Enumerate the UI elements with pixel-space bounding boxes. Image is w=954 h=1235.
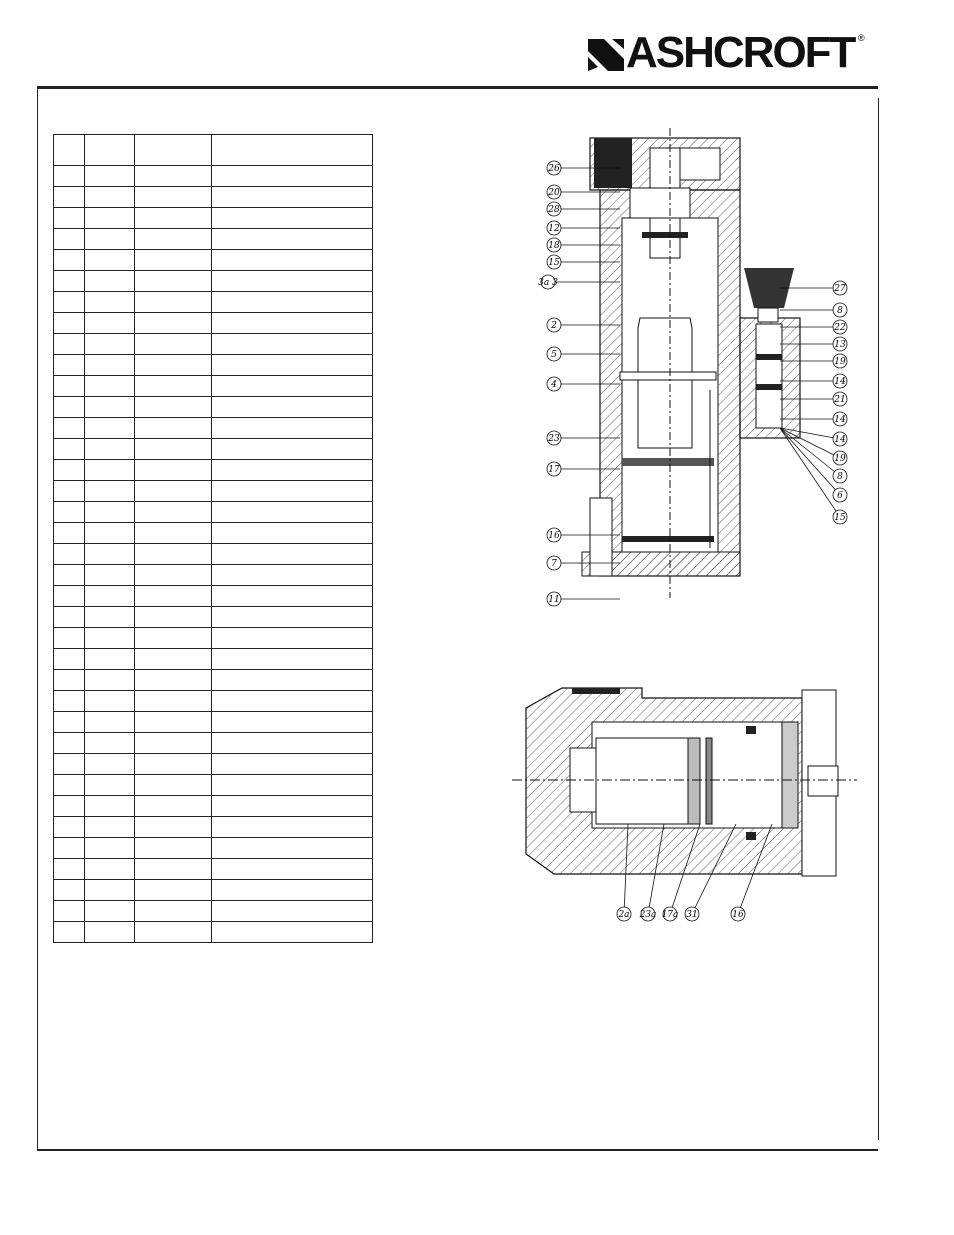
table-row: [54, 355, 373, 376]
table-cell: [135, 187, 212, 208]
table-row: [54, 565, 373, 586]
table-row: [54, 817, 373, 838]
table-cell: [212, 292, 373, 313]
callout-label: 7: [551, 559, 557, 569]
table-cell: [85, 271, 135, 292]
table-cell: [54, 271, 85, 292]
table-cell: [135, 418, 212, 439]
table-row: [54, 166, 373, 187]
table-cell: [135, 775, 212, 796]
table-cell: [85, 649, 135, 670]
table-cell: [135, 733, 212, 754]
table-cell: [54, 439, 85, 460]
table-cell: [212, 922, 373, 943]
table-row: [54, 712, 373, 733]
table-cell: [135, 355, 212, 376]
table-cell: [135, 838, 212, 859]
table-cell: [54, 670, 85, 691]
table-row: [54, 208, 373, 229]
table-row: [54, 838, 373, 859]
table-row: [54, 922, 373, 943]
table-cell: [85, 859, 135, 880]
callout-label: 5: [551, 350, 557, 360]
callout-label: 3a 3: [538, 278, 558, 288]
table-cell: [54, 166, 85, 187]
frame-left-border: [37, 89, 38, 1149]
table-cell: [54, 649, 85, 670]
callout-leader-line: [780, 428, 840, 476]
table-cell: [54, 733, 85, 754]
table-cell: [212, 649, 373, 670]
table-cell: [135, 292, 212, 313]
table-row: [54, 523, 373, 544]
table-cell: [212, 481, 373, 502]
table-cell: [54, 334, 85, 355]
callout-label: 27: [834, 284, 846, 294]
brand-name: ASHCROFT: [626, 28, 855, 77]
table-cell: [54, 565, 85, 586]
table-row: [54, 628, 373, 649]
table-row: [54, 586, 373, 607]
table-cell: [54, 313, 85, 334]
table-cell: [212, 397, 373, 418]
callout-label: 21: [834, 395, 846, 405]
table-cell: [85, 544, 135, 565]
table-row: [54, 271, 373, 292]
callout-label: 18: [548, 241, 560, 251]
table-cell: [135, 565, 212, 586]
table-cell: [212, 502, 373, 523]
table-cell: [212, 208, 373, 229]
table-cell: [85, 135, 135, 166]
table-cell: [54, 250, 85, 271]
table-cell: [85, 922, 135, 943]
callout-label: 19: [834, 357, 846, 367]
callout-leader-line: [780, 428, 840, 458]
table-cell: [85, 187, 135, 208]
table-cell: [135, 586, 212, 607]
table-cell: [212, 544, 373, 565]
table-cell: [54, 208, 85, 229]
table-cell: [212, 901, 373, 922]
callout-label: 6: [837, 491, 843, 501]
table-row: [54, 439, 373, 460]
table-row: [54, 376, 373, 397]
table-cell: [85, 880, 135, 901]
table-cell: [85, 670, 135, 691]
table-cell: [54, 397, 85, 418]
table-cell: [85, 523, 135, 544]
table-cell: [135, 817, 212, 838]
table-cell: [135, 460, 212, 481]
table-cell: [85, 166, 135, 187]
table-cell: [85, 208, 135, 229]
table-cell: [54, 796, 85, 817]
table-cell: [85, 733, 135, 754]
table-cell: [212, 313, 373, 334]
table-cell: [135, 859, 212, 880]
table-cell: [54, 775, 85, 796]
frame-right-border: [878, 98, 879, 1140]
table-cell: [54, 859, 85, 880]
callout-label: 23: [548, 434, 560, 444]
table-cell: [212, 166, 373, 187]
table-cell: [212, 796, 373, 817]
table-cell: [54, 901, 85, 922]
table-row: [54, 187, 373, 208]
table-cell: [212, 733, 373, 754]
registered-mark: ®: [858, 33, 865, 43]
table-cell: [85, 586, 135, 607]
table-cell: [54, 607, 85, 628]
callout-label: 19: [834, 454, 846, 464]
callout-label: 17a: [661, 910, 679, 920]
table-cell: [212, 712, 373, 733]
table-cell: [85, 502, 135, 523]
table-row: [54, 859, 373, 880]
table-cell: [85, 292, 135, 313]
table-row: [54, 607, 373, 628]
table-row: [54, 334, 373, 355]
table-cell: [212, 565, 373, 586]
table-cell: [135, 229, 212, 250]
table-row: [54, 880, 373, 901]
table-cell: [135, 502, 212, 523]
table-cell: [54, 418, 85, 439]
table-cell: [54, 817, 85, 838]
table-row: [54, 313, 373, 334]
table-cell: [54, 628, 85, 649]
table-row: [54, 691, 373, 712]
table-cell: [54, 586, 85, 607]
table-cell: [85, 817, 135, 838]
table-cell: [212, 775, 373, 796]
callout-leader-line: [780, 428, 840, 517]
callout-leader-line: [780, 428, 840, 495]
table-cell: [85, 229, 135, 250]
table-row: [54, 670, 373, 691]
callout-label: 2a: [618, 910, 630, 920]
table-row: [54, 649, 373, 670]
table-cell: [135, 628, 212, 649]
table-cell: [85, 313, 135, 334]
table-cell: [85, 250, 135, 271]
callout-label: 15: [548, 258, 560, 268]
table-row: [54, 901, 373, 922]
table-cell: [135, 166, 212, 187]
callout-label: 12: [548, 224, 560, 234]
callout-label: 8: [837, 472, 843, 482]
table-cell: [212, 334, 373, 355]
table-cell: [54, 502, 85, 523]
callout-label: 17: [548, 465, 560, 475]
table-cell: [135, 922, 212, 943]
table-cell: [212, 880, 373, 901]
table-cell: [135, 796, 212, 817]
table-row: [54, 397, 373, 418]
ashcroft-logo-mark-icon: [586, 33, 626, 75]
table-cell: [212, 817, 373, 838]
callout-label: 22: [834, 323, 846, 333]
table-cell: [135, 481, 212, 502]
table-cell: [54, 922, 85, 943]
table-cell: [135, 313, 212, 334]
callout-label: 20: [548, 188, 560, 198]
callout-label: 4: [551, 380, 557, 390]
table-cell: [85, 796, 135, 817]
table-cell: [135, 523, 212, 544]
table-cell: [212, 670, 373, 691]
table-row: [54, 292, 373, 313]
table-cell: [85, 754, 135, 775]
table-cell: [212, 229, 373, 250]
table-cell: [135, 135, 212, 166]
table-cell: [135, 649, 212, 670]
table-cell: [54, 376, 85, 397]
table-cell: [135, 397, 212, 418]
table-cell: [135, 271, 212, 292]
table-cell: [54, 292, 85, 313]
table-row: [54, 544, 373, 565]
table-cell: [135, 439, 212, 460]
table-cell: [212, 586, 373, 607]
table-cell: [212, 187, 373, 208]
table-cell: [212, 250, 373, 271]
ashcroft-logo: [586, 28, 868, 77]
table-cell: [212, 460, 373, 481]
table-cell: [85, 628, 135, 649]
table-row: [54, 775, 373, 796]
table-cell: [212, 691, 373, 712]
table-cell: [212, 355, 373, 376]
table-cell: [135, 544, 212, 565]
table-cell: [212, 859, 373, 880]
callout-label: 16: [548, 531, 560, 541]
table-cell: [212, 607, 373, 628]
table-cell: [54, 460, 85, 481]
parts-list-table: [53, 134, 373, 943]
table-cell: [135, 208, 212, 229]
table-cell: [212, 376, 373, 397]
header-rule: [37, 86, 878, 89]
table-cell: [54, 135, 85, 166]
table-row: [54, 250, 373, 271]
table-cell: [85, 691, 135, 712]
table-cell: [212, 135, 373, 166]
table-cell: [85, 901, 135, 922]
table-cell: [135, 250, 212, 271]
callout-label: 26: [548, 164, 560, 174]
table-row: [54, 733, 373, 754]
table-cell: [54, 523, 85, 544]
callout-label: 28: [548, 205, 560, 215]
horizontal-section-drawing: [512, 674, 862, 928]
table-cell: [54, 481, 85, 502]
table-cell: [212, 838, 373, 859]
callout-label: 2: [551, 321, 557, 331]
table-header-row: [54, 135, 373, 166]
callout-label: 14: [834, 435, 846, 445]
table-cell: [85, 565, 135, 586]
table-row: [54, 460, 373, 481]
table-cell: [54, 754, 85, 775]
table-row: [54, 754, 373, 775]
table-cell: [135, 670, 212, 691]
table-cell: [54, 712, 85, 733]
cross-section-drawing: [530, 128, 860, 614]
table-cell: [135, 376, 212, 397]
table-cell: [54, 691, 85, 712]
table-cell: [54, 187, 85, 208]
table-cell: [135, 691, 212, 712]
table-cell: [85, 355, 135, 376]
callout-label: 8: [837, 306, 843, 316]
table-cell: [85, 418, 135, 439]
table-cell: [85, 376, 135, 397]
callout-label: 14: [834, 377, 846, 387]
callout-label: 14: [834, 415, 846, 425]
table-cell: [85, 481, 135, 502]
table-cell: [135, 334, 212, 355]
table-cell: [85, 712, 135, 733]
table-cell: [212, 271, 373, 292]
table-cell: [85, 775, 135, 796]
table-cell: [212, 628, 373, 649]
callout-label: 15: [834, 513, 846, 523]
table-cell: [85, 460, 135, 481]
table-cell: [212, 523, 373, 544]
table-cell: [85, 397, 135, 418]
table-cell: [212, 418, 373, 439]
table-cell: [85, 334, 135, 355]
footer-rule: [37, 1149, 878, 1151]
table-cell: [54, 838, 85, 859]
callout-label: 11: [548, 595, 560, 605]
callout-label: 23a: [639, 910, 657, 920]
table-cell: [135, 901, 212, 922]
table-cell: [85, 607, 135, 628]
table-cell: [54, 880, 85, 901]
table-row: [54, 418, 373, 439]
table-cell: [54, 355, 85, 376]
table-cell: [135, 880, 212, 901]
table-cell: [135, 754, 212, 775]
table-cell: [212, 439, 373, 460]
table-row: [54, 796, 373, 817]
table-cell: [135, 607, 212, 628]
table-row: [54, 502, 373, 523]
table-cell: [54, 544, 85, 565]
callout-label: 31: [686, 910, 698, 920]
table-cell: [212, 754, 373, 775]
table-cell: [135, 712, 212, 733]
table-cell: [85, 838, 135, 859]
callout-label: 16: [732, 910, 744, 920]
table-row: [54, 481, 373, 502]
table-cell: [85, 439, 135, 460]
table-cell: [54, 229, 85, 250]
callout-label: 13: [834, 340, 846, 350]
table-row: [54, 229, 373, 250]
